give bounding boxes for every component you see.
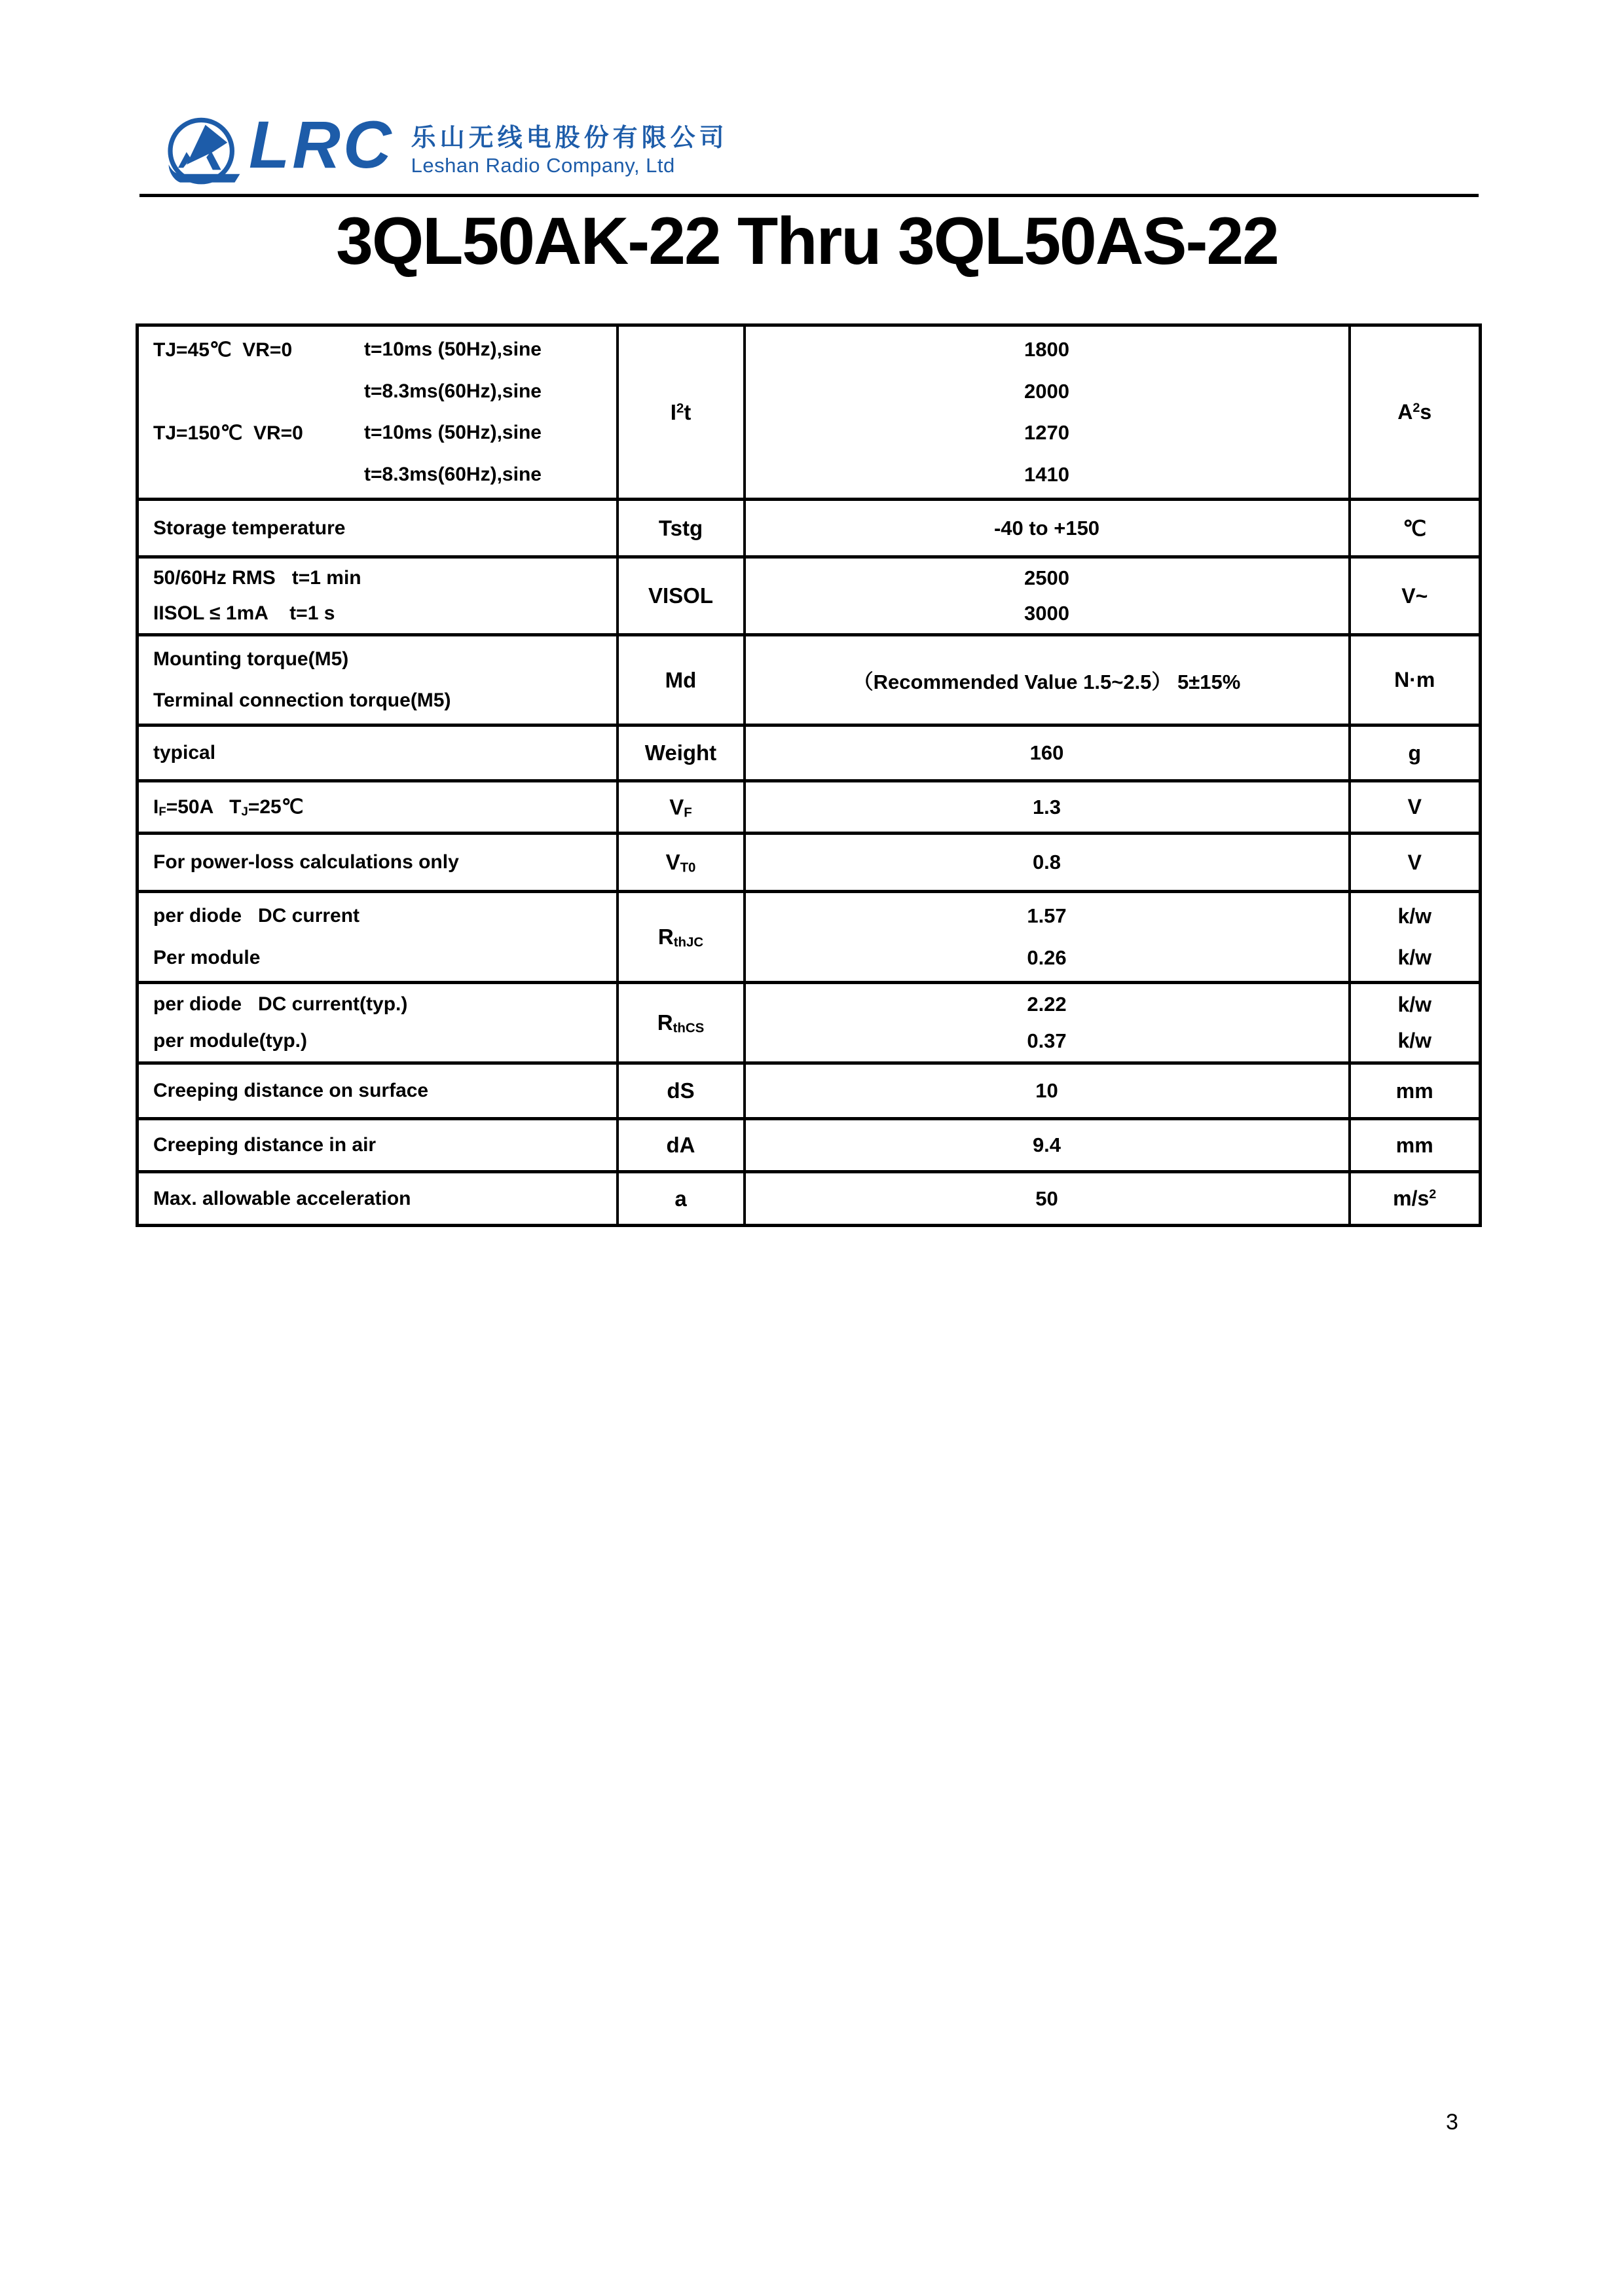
parameter-line: [153, 851, 459, 873]
parameter-line: [153, 905, 360, 927]
page-title: 3QL50AK-22 Thru 3QL50AS-22: [336, 204, 1278, 278]
parameter-cell: [138, 892, 618, 983]
value-line: 1.3: [1032, 795, 1061, 818]
symbol-cell: [618, 781, 745, 834]
value-line: 1.57: [1027, 904, 1067, 928]
parameter-text: typical: [153, 742, 216, 763]
value-cell: [745, 892, 1350, 983]
unit-cell: [1350, 500, 1481, 557]
table-row: [138, 892, 1481, 983]
parameter-text: IISOL ≤ 1mA t=1 s: [153, 602, 335, 624]
company-name-english: Leshan Radio Company, Ltd: [411, 153, 675, 177]
value-line: -40 to +150: [993, 516, 1100, 540]
value-cell: [745, 635, 1350, 725]
parameter-cell: [138, 557, 618, 635]
parameter-text: Terminal connection torque(M5): [153, 689, 451, 711]
parameter-line: [153, 1080, 428, 1102]
logo-acronym: LRC: [249, 107, 394, 182]
table-row: [138, 725, 1481, 781]
symbol-text: $V_F$: [669, 794, 692, 820]
unit-line: g: [1408, 741, 1422, 765]
parameter-line: [153, 567, 361, 589]
table-row: [138, 635, 1481, 725]
table-row: [138, 500, 1481, 557]
symbol-text: $R_{thJC}$: [657, 925, 704, 950]
spec-table-body: [138, 325, 1481, 1226]
value-cell: [745, 1063, 1350, 1119]
symbol-cell: [618, 834, 745, 892]
value-line: 0.37: [1027, 1029, 1067, 1052]
parameter-line: [153, 648, 348, 670]
symbol-cell: [618, 635, 745, 725]
parameter-text: per diode DC current: [153, 905, 360, 927]
spec-table: [136, 323, 1482, 1227]
unit-line: $m/s^2$: [1393, 1186, 1437, 1210]
unit-cell: [1350, 892, 1481, 983]
parameter-text: [153, 380, 364, 403]
value-line: 10: [1035, 1079, 1058, 1102]
symbol-text: VISOL: [648, 583, 714, 608]
value-line: 9.4: [1032, 1133, 1061, 1156]
symbol-text: Tstg: [658, 515, 703, 540]
unit-line: k/w: [1397, 1029, 1432, 1053]
value-line: 1800: [1024, 338, 1069, 361]
parameter-cell: [138, 325, 618, 500]
unit-line: V~: [1401, 583, 1428, 608]
parameter-text: t=8.3ms(60Hz),sine: [364, 380, 542, 402]
table-row: [138, 325, 1481, 500]
parameter-text: Creeping distance in air: [153, 1134, 377, 1156]
table-row: [138, 1063, 1481, 1119]
page-number: 3: [1446, 2110, 1458, 2135]
parameter-text: TJ=45℃ VR=0: [153, 339, 293, 361]
parameter-text: Max. allowable acceleration: [153, 1187, 411, 1209]
unit-line: k/w: [1397, 992, 1432, 1016]
value-line: 1270: [1024, 421, 1069, 445]
value-line: 160: [1029, 741, 1064, 764]
parameter-line: [153, 380, 542, 403]
parameter-text: t=10ms (50Hz),sine: [364, 422, 542, 443]
parameter-cell: [138, 983, 618, 1063]
unit-line: V: [1407, 795, 1422, 818]
company-name-chinese: 乐山无线电股份有限公司: [411, 124, 728, 152]
parameter-cell: [138, 1172, 618, 1226]
parameter-cell: [138, 635, 618, 725]
unit-line: ℃: [1403, 516, 1427, 540]
parameter-line: [153, 796, 303, 818]
symbol-cell: [618, 983, 745, 1063]
symbol-text: Md: [665, 667, 697, 692]
parameter-line: [153, 993, 407, 1016]
parameter-line: [153, 422, 542, 445]
value-line: 2000: [1024, 379, 1069, 403]
parameter-line: [153, 1030, 307, 1052]
value-cell: [745, 781, 1350, 834]
value-cell: [745, 1172, 1350, 1226]
unit-cell: [1350, 834, 1481, 892]
parameter-line: [153, 689, 451, 712]
symbol-cell: [618, 325, 745, 500]
symbol-cell: [618, 1063, 745, 1119]
table-row: [138, 1119, 1481, 1172]
parameter-text: t=8.3ms(60Hz),sine: [364, 464, 542, 485]
parameter-text: per diode DC current(typ.): [153, 993, 408, 1016]
parameter-line: [153, 339, 542, 361]
spec-table-grid: [136, 323, 1482, 1227]
parameter-line: [153, 464, 542, 486]
symbol-text: Weight: [644, 741, 717, 765]
unit-line: k/w: [1397, 946, 1432, 970]
parameter-cell: [138, 1063, 618, 1119]
parameter-text: For power-loss calculations only: [153, 851, 459, 873]
parameter-text: $I_F=50A$ $T_J=25℃$: [153, 796, 304, 818]
parameter-line: [153, 1134, 376, 1156]
value-cell: [745, 500, 1350, 557]
value-line: 50: [1035, 1186, 1058, 1210]
unit-cell: [1350, 725, 1481, 781]
table-row: [138, 834, 1481, 892]
unit-line: N·m: [1394, 668, 1435, 691]
value-cell: [745, 983, 1350, 1063]
table-row: [138, 557, 1481, 635]
parameter-cell: [138, 781, 618, 834]
value-cell: [745, 557, 1350, 635]
company-logo: [162, 98, 728, 195]
symbol-text: dS: [667, 1078, 695, 1103]
symbol-cell: [618, 1172, 745, 1226]
parameter-line: [153, 947, 260, 969]
parameter-text: Per module: [153, 946, 261, 968]
value-line: 2500: [1024, 566, 1069, 590]
unit-cell: [1350, 325, 1481, 500]
parameter-text: 50/60Hz RMS t=1 min: [153, 567, 361, 589]
header-divider: [139, 194, 1479, 197]
parameter-text: Mounting torque(M5): [153, 648, 349, 670]
symbol-cell: [618, 500, 745, 557]
unit-cell: [1350, 635, 1481, 725]
parameter-cell: [138, 834, 618, 892]
parameter-cell: [138, 1119, 618, 1172]
symbol-cell: [618, 1119, 745, 1172]
value-cell: [745, 325, 1350, 500]
value-line: 3000: [1024, 601, 1069, 625]
parameter-text: per module(typ.): [153, 1029, 308, 1052]
unit-cell: [1350, 1063, 1481, 1119]
value-cell: [745, 834, 1350, 892]
symbol-text: $V_{T0}$: [665, 850, 696, 875]
symbol-text: $R_{thCS}$: [657, 1010, 705, 1036]
lrc-logo-icon: [162, 110, 241, 195]
parameter-line: [153, 517, 345, 540]
value-line: 0.26: [1027, 946, 1067, 969]
table-row: [138, 983, 1481, 1063]
symbol-cell: [618, 557, 745, 635]
value-line: 0.8: [1032, 851, 1061, 873]
parameter-cell: [138, 725, 618, 781]
value-line: 1410: [1024, 462, 1069, 486]
parameter-text: Creeping distance on surface: [153, 1080, 429, 1101]
unit-cell: [1350, 1119, 1481, 1172]
unit-line: V: [1407, 850, 1422, 874]
value-line: 2.22: [1027, 993, 1067, 1016]
value-cell: [745, 1119, 1350, 1172]
symbol-text: $I^2t$: [670, 399, 692, 424]
value-line: （Recommended Value 1.5~2.5） 5±15%: [853, 670, 1241, 693]
unit-line: k/w: [1397, 904, 1432, 928]
symbol-text: dA: [666, 1133, 695, 1157]
parameter-line: [153, 602, 335, 625]
unit-line: $A^2s$: [1397, 400, 1432, 424]
value-cell: [745, 725, 1350, 781]
unit-cell: [1350, 1172, 1481, 1226]
unit-line: mm: [1395, 1133, 1433, 1157]
company-names: [411, 124, 728, 177]
unit-cell: [1350, 983, 1481, 1063]
table-row: [138, 1172, 1481, 1226]
parameter-line: [153, 1188, 411, 1210]
table-row: [138, 781, 1481, 834]
parameter-text: Storage temperature: [153, 517, 346, 539]
parameter-text: TJ=150℃ VR=0: [153, 422, 303, 444]
parameter-line: [153, 742, 215, 764]
parameter-cell: [138, 500, 618, 557]
unit-cell: [1350, 781, 1481, 834]
parameter-text: t=10ms (50Hz),sine: [364, 339, 542, 360]
symbol-cell: [618, 725, 745, 781]
symbol-text: a: [674, 1186, 687, 1211]
unit-cell: [1350, 557, 1481, 635]
parameter-text: [153, 464, 364, 486]
unit-line: mm: [1395, 1078, 1433, 1103]
symbol-cell: [618, 892, 745, 983]
